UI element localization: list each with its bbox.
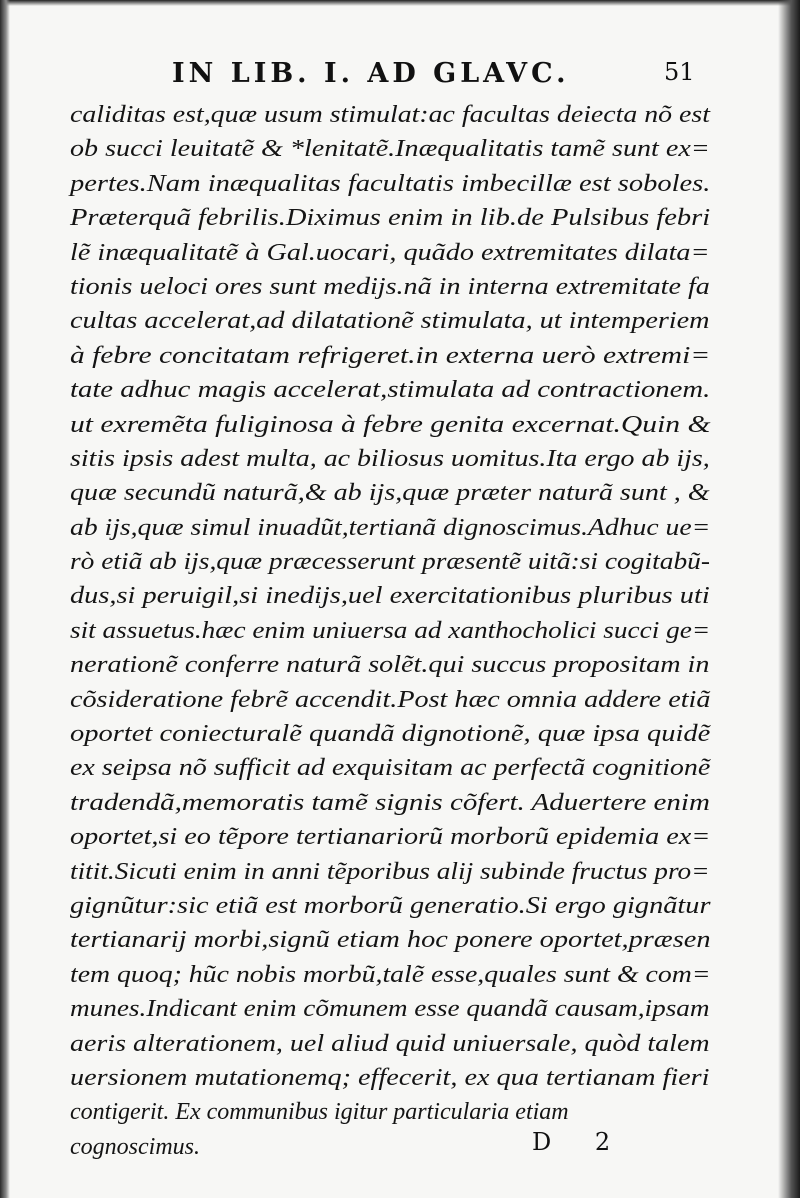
text-line: tionis ueloci ores sunt medijs.nã in interna extremitate fa — [70, 273, 710, 300]
text-line: ab ijs,quæ simul inuadũt,tertianã dignoscimus.Adhuc ue= — [70, 514, 711, 541]
text-line: cõsideratione febrẽ accendit.Post hæc omnia addere etiã — [70, 686, 711, 713]
text-line: rò etiã ab ijs,quæ præcesserunt præsentẽ uitã:si cogitabũ- — [70, 549, 711, 576]
text-line: dus,si peruigil,si inedijs,uel exercitationibus pluribus uti — [70, 583, 710, 610]
text-line: oportet,si eo tẽpore tertianariorũ morborũ epidemia ex= — [70, 824, 711, 851]
text-line: pertes.Nam inæqualitas facultatis imbecillæ est soboles. — [70, 170, 711, 197]
text-line: uersionem mutationemq; effecerit, ex qua tertianam fieri — [70, 1064, 710, 1091]
text-line: sit assuetus.hæc enim uniuersa ad xanthocholici succi ge= — [70, 617, 711, 644]
text-line: ob succi leuitatẽ & *lenitatẽ.Inæqualitatis tamẽ sunt ex= — [70, 136, 710, 163]
text-line: ut exremẽta fuliginosa à febre genita excernat.Quin & — [70, 411, 711, 438]
text-line: quæ secundũ naturã,& ab ijs,quæ præter naturã sunt , & — [70, 480, 710, 507]
signature-mark: D 2 — [532, 1128, 629, 1156]
text-line: tradendã,memoratis tamẽ signis cõfert. Aduertere enim — [70, 789, 710, 816]
running-head: IN LIB. I. AD GLAVC. — [172, 58, 570, 89]
text-line: nerationẽ conferre naturã solẽt.qui succus propositam in — [70, 652, 710, 679]
text-line: munes.Indicant enim cõmunem esse quandã causam,ipsam — [70, 996, 710, 1023]
text-line: tate adhuc magis accelerat,stimulata ad contractionem. — [70, 377, 711, 404]
text-line: sitis ipsis adest multa, ac biliosus uomitus.Ita ergo ab ijs, — [70, 445, 710, 472]
text-line: à febre concitatam refrigeret.in externa uerò extremi= — [70, 342, 711, 369]
text-line: contigerit. Ex communibus igitur particularia etiam — [70, 1099, 569, 1126]
text-line: gignũtur:sic etiã est morborũ generatio.Si ergo gignãtur — [70, 892, 711, 919]
page-number: 51 — [664, 58, 695, 86]
text-line: tem quoq; hũc nobis morbũ,talẽ esse,quales sunt & com= — [70, 961, 711, 988]
text-line: titit.Sicuti enim in anni tẽporibus alij subinde fructus pro= — [70, 858, 710, 885]
body-text — [70, 98, 711, 1164]
text-line: oportet coniecturalẽ quandã dignotionẽ, quæ ipsa quidẽ — [70, 721, 711, 748]
page-header — [0, 58, 800, 94]
text-line: Præterquã febrilis.Diximus enim in lib.de Pulsibus febri — [70, 205, 711, 232]
text-line: caliditas est,quæ usum stimulat:ac facultas deiecta nõ est — [70, 102, 710, 128]
text-line: tertianarij morbi,signũ etiam hoc ponere oportet,præsen — [70, 927, 711, 954]
text-line: cognoscimus. — [70, 1133, 200, 1160]
text-line: ex seipsa nõ sufficit ad exquisitam ac perfectã cognitionẽ — [70, 755, 711, 782]
text-line: cultas accelerat,ad dilatationẽ stimulata, ut intemperiem — [70, 308, 710, 335]
page-left-shadow — [0, 0, 10, 1198]
page-top-shadow — [0, 0, 800, 6]
text-line: aeris alterationem, uel aliud quid uniuersale, quòd talem — [70, 1030, 710, 1057]
text-line: lẽ inæqualitatẽ à Gal.uocari, quãdo extremitates dilata= — [70, 239, 710, 266]
